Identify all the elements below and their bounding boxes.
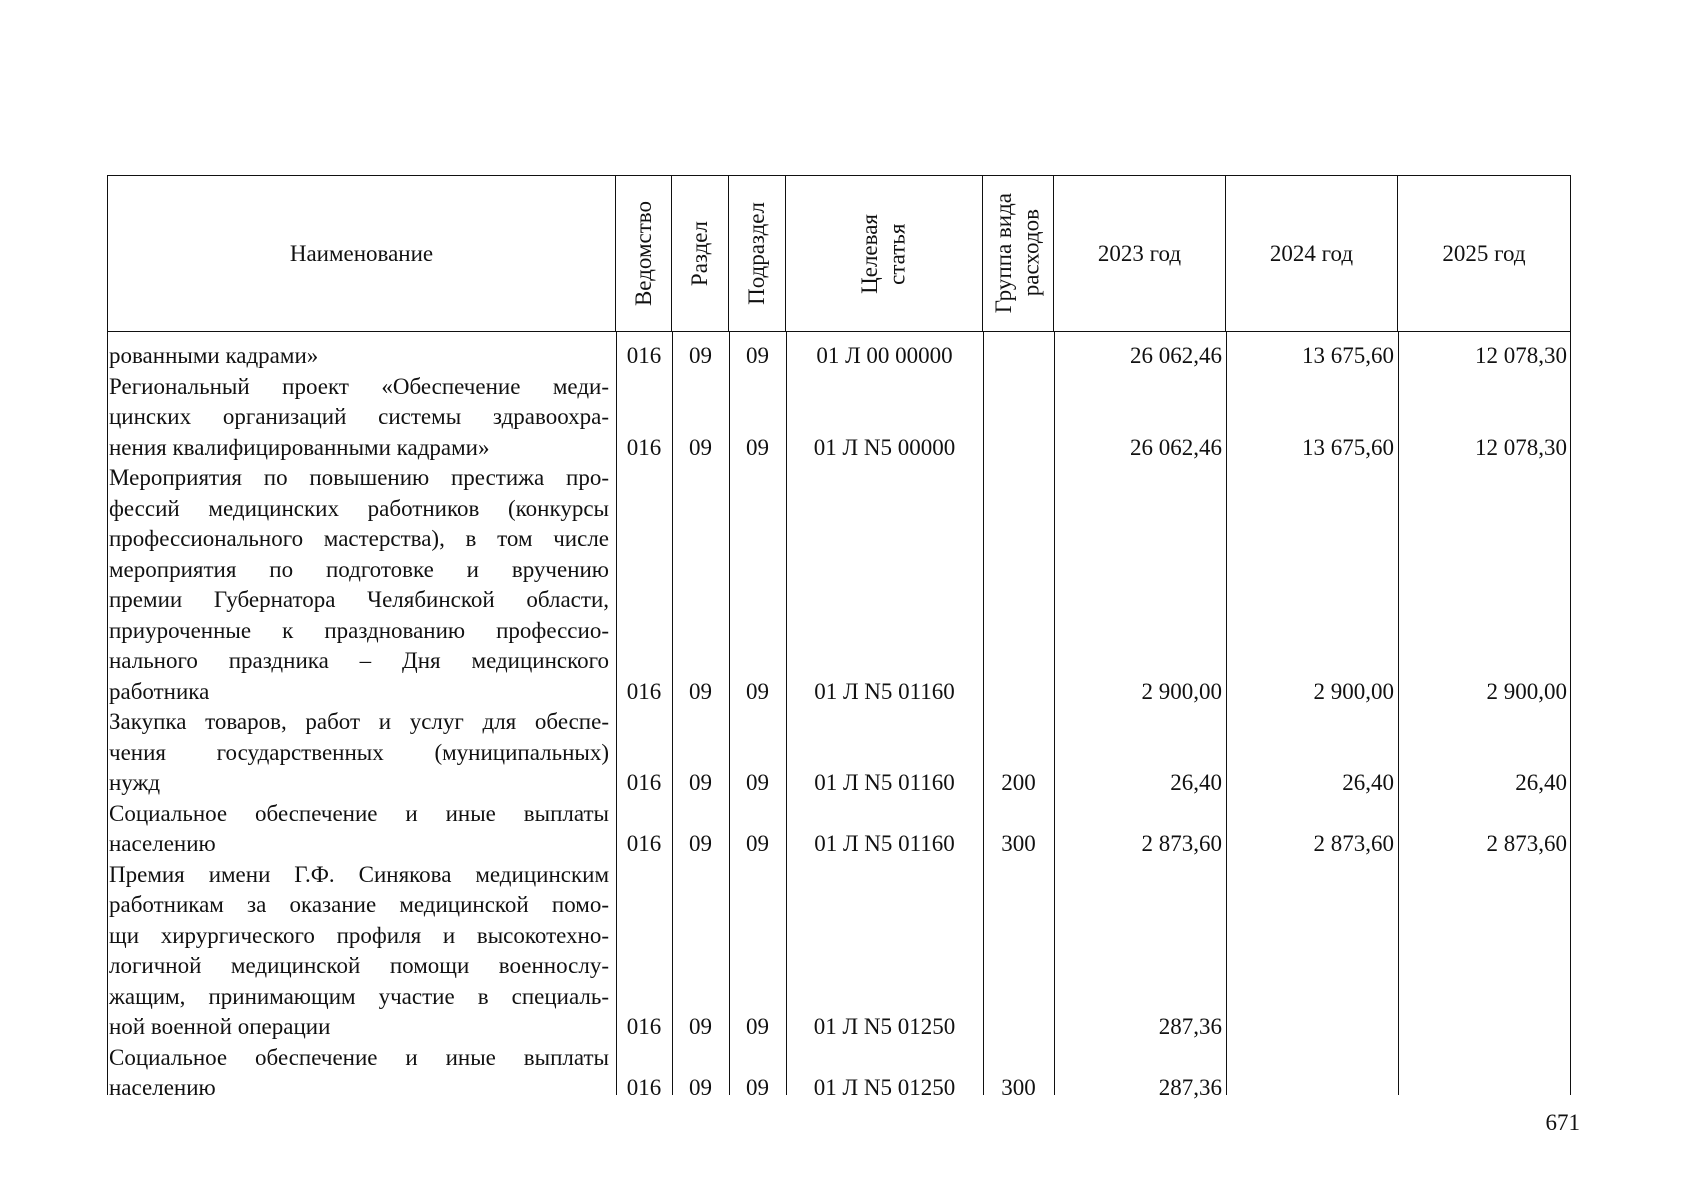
page-number: 671 <box>1545 1110 1580 1135</box>
name-line: щи хирургического профиля и высокотехно- <box>109 922 609 948</box>
cell-2025: 2 873,60 <box>1486 831 1567 856</box>
cell-department: 016 <box>626 1014 662 1039</box>
cell-2023: 287,36 <box>1158 1014 1222 1039</box>
name-line: Премия имени Г.Ф. Синякова медицинским <box>109 861 609 887</box>
name-line: чения государственных (муниципальных) <box>109 739 609 765</box>
cell-2024: 2 900,00 <box>1313 678 1394 704</box>
cell-department: 016 <box>626 1075 662 1100</box>
name-line: нужд <box>109 770 161 795</box>
cell-2024: 26,40 <box>1342 770 1394 795</box>
cell-2024: 2 873,60 <box>1313 831 1394 856</box>
cell-2023: 26,40 <box>1170 770 1222 795</box>
name-line: цинских организаций системы здравоохра- <box>109 404 609 429</box>
name-line: логичной медицинской помощи военнослу- <box>109 953 609 978</box>
header-name <box>107 175 616 332</box>
header-department-text: Ведомство <box>630 200 656 307</box>
cell-2023: 2 900,00 <box>1141 678 1222 704</box>
cell-section: 09 <box>689 770 712 795</box>
header-target-article-text <box>856 214 911 294</box>
name-line: Закупка товаров, работ и услуг для обеспе- <box>109 709 609 734</box>
name-line: Социальное обеспечение и иные выплаты <box>109 1044 609 1070</box>
name-line: профессионального мастерства), в том числе <box>109 526 609 551</box>
cell-2023: 26 062,46 <box>1130 343 1222 368</box>
header-expense-group-line2: расходов <box>1019 209 1044 298</box>
cell-2023: 26 062,46 <box>1130 434 1222 460</box>
name-line: Региональный проект «Обеспечение меди- <box>109 373 609 399</box>
name-line: жащим, принимающим участие в специаль- <box>109 983 609 1009</box>
name-line: нального праздника – Дня медицинского <box>109 648 609 673</box>
header-2023 <box>1054 175 1226 332</box>
cell-target-article: 01 Л N5 00000 <box>813 434 956 460</box>
cell-2024: 13 675,60 <box>1302 343 1394 368</box>
divider-target <box>983 332 984 1095</box>
cell-expense-group: 300 <box>1001 831 1036 856</box>
header-subsection-text: Подраздел <box>744 202 770 305</box>
name-line: работника <box>109 678 210 704</box>
cell-target-article: 01 Л N5 01160 <box>814 831 955 856</box>
cell-section: 09 <box>689 1014 712 1039</box>
name-line: ной военной операции <box>109 1014 331 1039</box>
cell-2025: 26,40 <box>1515 770 1567 795</box>
header-subsection <box>729 175 786 332</box>
cell-subsection: 09 <box>746 678 769 704</box>
divider-right <box>1570 332 1571 1095</box>
cell-expense-group: 200 <box>1001 770 1036 795</box>
cell-section: 09 <box>689 678 712 704</box>
header-2025 <box>1398 175 1571 332</box>
cell-target-article: 01 Л N5 01250 <box>813 1075 956 1100</box>
header-section-text: Раздел <box>687 220 713 287</box>
cell-target-article: 01 Л N5 01160 <box>814 678 955 704</box>
cell-section: 09 <box>689 1075 712 1100</box>
cell-2023: 2 873,60 <box>1141 831 1222 856</box>
cell-expense-group: 300 <box>1001 1075 1036 1100</box>
cell-subsection: 09 <box>746 1075 769 1100</box>
header-expense-group <box>983 175 1054 332</box>
cell-2025: 12 078,30 <box>1475 343 1567 368</box>
cell-department: 016 <box>626 678 662 704</box>
name-column-text <box>109 341 609 1104</box>
name-line: Мероприятия по повышению престижа про- <box>109 465 609 490</box>
name-line: работникам за оказание медицинской помо- <box>109 892 609 917</box>
header-target-article-line1: Целевая <box>857 213 883 294</box>
cell-subsection: 09 <box>746 343 769 368</box>
cell-2024: 13 675,60 <box>1302 434 1394 460</box>
header-2025-text: 2025 год <box>1442 240 1526 266</box>
name-line: фессий медицинских работников (конкурсы <box>109 495 609 521</box>
cell-subsection: 09 <box>746 770 769 795</box>
cell-target-article: 01 Л N5 01250 <box>813 1014 956 1039</box>
header-2024-text: 2024 год <box>1269 240 1354 266</box>
cell-2025: 2 900,00 <box>1486 678 1567 704</box>
header-section <box>672 175 729 332</box>
header-expense-group-text <box>990 193 1045 313</box>
name-line: мероприятия по подготовке и вручению <box>109 556 609 582</box>
cell-2023: 287,36 <box>1158 1075 1222 1100</box>
divider-left <box>107 332 108 1095</box>
cell-section: 09 <box>689 434 712 460</box>
header-name-text: Наименование <box>289 240 434 266</box>
cell-2025: 12 078,30 <box>1475 434 1567 460</box>
cell-department: 016 <box>626 434 662 460</box>
header-expense-group-line1: Группа вида <box>991 193 1017 314</box>
name-line: приуроченные к празднованию профессио- <box>109 617 609 643</box>
cell-department: 016 <box>626 343 662 368</box>
cell-department: 016 <box>626 770 662 795</box>
name-line: населению <box>109 1075 216 1100</box>
cell-section: 09 <box>689 343 712 368</box>
header-2023-text: 2023 год <box>1097 240 1182 266</box>
cell-subsection: 09 <box>746 831 769 856</box>
name-line: рованными кадрами» <box>109 343 319 368</box>
budget-table <box>107 175 1571 1100</box>
name-line: населению <box>109 831 216 856</box>
header-target-article <box>786 175 983 332</box>
cell-subsection: 09 <box>746 1014 769 1039</box>
header-target-article-line2: статья <box>885 222 910 285</box>
cell-department: 016 <box>626 831 662 856</box>
name-line: нения квалифицированными кадрами» <box>109 434 490 460</box>
header-2024 <box>1226 175 1398 332</box>
name-line: премии Губернатора Челябинской области, <box>109 587 609 612</box>
cell-subsection: 09 <box>746 434 769 460</box>
cell-section: 09 <box>689 831 712 856</box>
cell-target-article: 01 Л N5 01160 <box>814 770 955 795</box>
header-department <box>616 175 672 332</box>
name-line: Социальное обеспечение и иные выплаты <box>109 800 609 826</box>
cell-target-article: 01 Л 00 00000 <box>816 343 953 368</box>
